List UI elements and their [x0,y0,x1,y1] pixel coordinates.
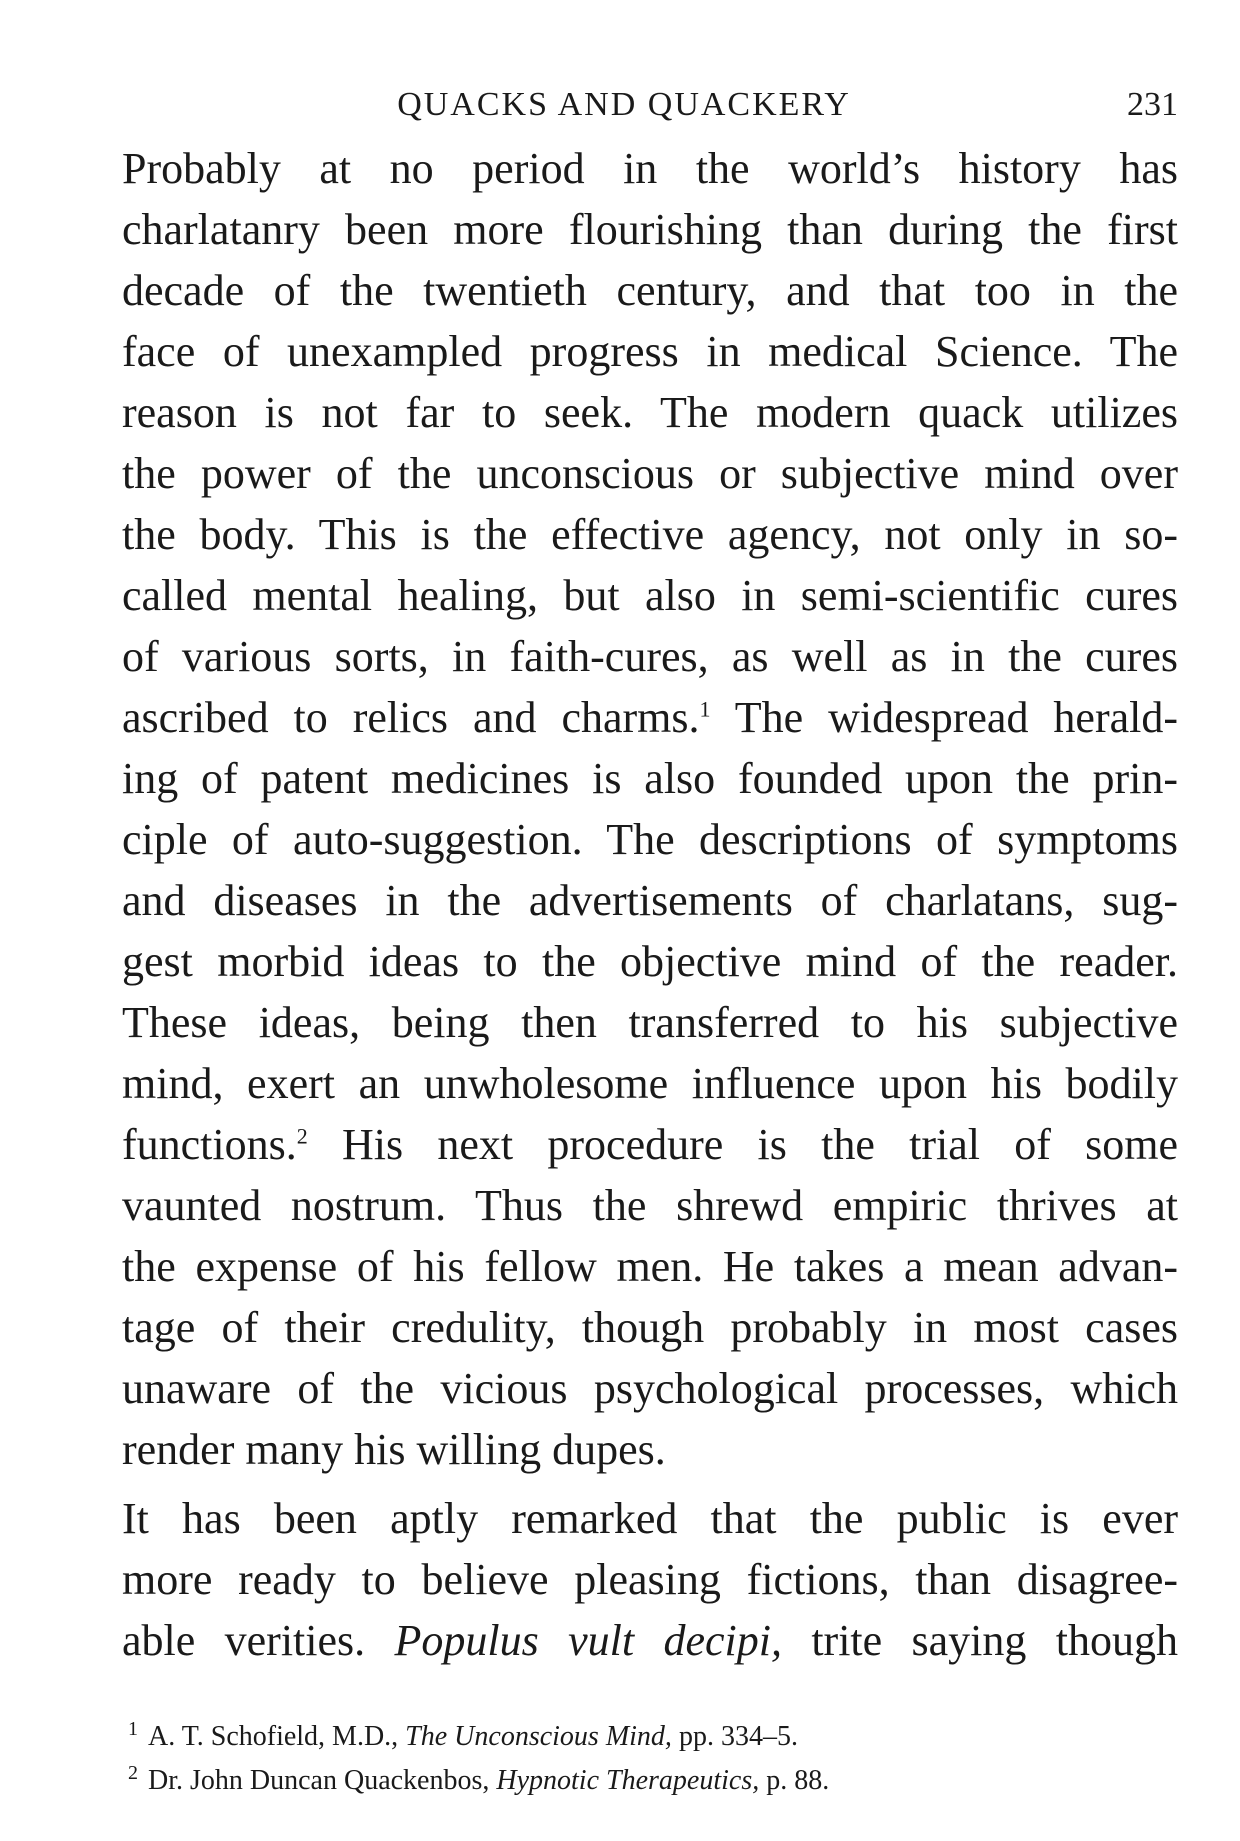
footnote-mark: 1 [128,1717,138,1740]
text-line: Probably at no period in the world’s history has [122,144,1178,193]
footnote-mark: 2 [128,1761,138,1784]
paragraph-2 [70,1488,1178,1671]
text-line: decade of the twentieth century, and that too in the [122,266,1178,315]
text-line: gest morbid ideas to the objective mind of the reader. [122,937,1178,986]
footnote-pages: pp. 334–5. [678,1721,798,1752]
text-segment: functions. [122,1120,297,1169]
footnote-1 [128,1715,1178,1759]
text-line: It has been aptly remarked that the public is ever [122,1494,1178,1543]
text-line: tage of their credulity, though probably in most cases [122,1303,1178,1352]
text-line: render many his willing dupes. [122,1425,666,1474]
paragraph-1 [70,138,1178,1480]
footnote-work: Hypnotic Therapeutics, [496,1765,760,1796]
text-line: These ideas, being then transferred to his subjective [122,998,1178,1047]
text-line: unaware of the vicious psychological processes, which [122,1364,1178,1413]
text-line: ciple of auto-suggestion. The descriptions of symptoms [122,815,1178,864]
footnote-reference: 1 [699,696,711,722]
text-line [70,687,1178,748]
book-page [70,78,1178,1803]
text-line: and diseases in the advertisements of charlatans, sug- [122,876,1178,925]
text-line: called mental healing, but also in semi-scientific cures [122,571,1178,620]
text-line: the expense of his fellow men. He takes a mean advan- [122,1242,1178,1291]
page-number: 231 [1127,86,1178,123]
text-segment: The widespread herald- [734,693,1179,742]
text-line: more ready to believe pleasing fictions, than disagree- [122,1555,1178,1604]
text-line [70,1610,1178,1671]
text-line: mind, exert an unwholesome influence upon his bodily [122,1059,1178,1108]
running-title: QUACKS AND QUACKERY [397,86,851,123]
text-line: vaunted nostrum. Thus the shrewd empiric thrives at [122,1181,1178,1230]
footnote-reference: 2 [296,1123,308,1149]
footnote-author: Dr. John Duncan Quackenbos, [148,1765,490,1796]
text-line: of various sorts, in faith-cures, as well as in the cures [122,632,1178,681]
text-line: the body. This is the effective agency, not only in so- [122,510,1178,559]
footnote-pages: p. 88. [766,1765,830,1796]
body-text [70,138,1178,1671]
footnote-work: The Unconscious Mind, [405,1721,672,1752]
text-line: the power of the unconscious or subjective mind over [122,449,1178,498]
text-line: ing of patent medicines is also founded upon the prin- [122,754,1178,803]
text-line: charlatanry been more flourishing than during the first [122,205,1178,254]
latin-phrase: Populus vult decipi, [394,1616,782,1665]
text-segment: able verities. [122,1616,366,1665]
footnote-2 [128,1759,1178,1803]
running-head [70,78,1178,138]
text-line: reason is not far to seek. The modern quack utilizes [122,388,1178,437]
footnotes [70,1715,1178,1803]
text-segment: His next procedure is the trial of some [342,1120,1178,1169]
text-line [70,1114,1178,1175]
text-line: face of unexampled progress in medical Science. The [122,327,1178,376]
text-segment: trite saying though [811,1616,1178,1665]
footnote-author: A. T. Schofield, M.D., [148,1721,399,1752]
text-segment: ascribed to relics and charms. [122,693,700,742]
